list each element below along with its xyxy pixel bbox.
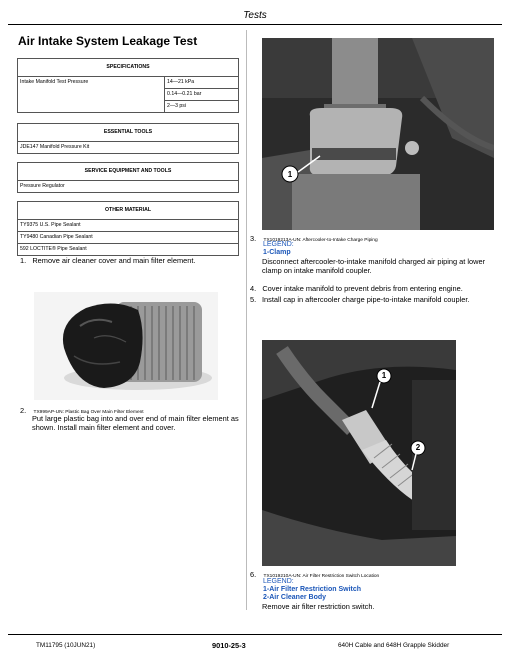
service-equipment-table (17, 162, 239, 193)
footer-machine-name: 640H Cable and 648H Grapple Skidder (338, 642, 450, 649)
step-number: 2. (20, 406, 27, 415)
spec-value: 14—21 kPa (165, 77, 239, 89)
step-4 (250, 284, 496, 293)
footer-rule (8, 634, 502, 635)
service-equipment-item: Pressure Regulator (18, 181, 239, 193)
step-number: 6. (250, 570, 257, 579)
spec-tables (17, 58, 239, 256)
specifications-table (17, 58, 239, 113)
spec-value: 0.14—0.21 bar (165, 89, 239, 101)
step-2-text: Put large plastic bag into and over end of main filter element as shown. Install main filter element and cover. (32, 414, 239, 432)
service-equipment-heading: SERVICE EQUIPMENT AND TOOLS (18, 163, 239, 181)
other-material-item: TY9375 U.S. Pipe Sealant (18, 220, 239, 232)
spec-label: Intake Manifold Test Pressure (18, 77, 165, 113)
step-number: 1. (20, 256, 27, 265)
specifications-heading: SPECIFICATIONS (18, 59, 239, 77)
section-title: Air Intake System Leakage Test (18, 34, 198, 48)
filter-bag-photo (34, 292, 218, 400)
legend-item: 1-Air Filter Restriction Switch (263, 586, 362, 593)
step-5-number: 5. (250, 295, 257, 304)
photo-caption: TX1019210A-UN: Air Filter Restriction Switch Location (263, 574, 380, 579)
running-header: Tests (243, 10, 267, 21)
header-rule (8, 24, 502, 25)
essential-tools-table (17, 123, 239, 154)
callout-2-body: 2 (415, 443, 421, 452)
restriction-switch-photo (262, 340, 456, 566)
photo-caption: TX1019213A-UN: Aftercooler-to-Intake Charge Piping (263, 238, 378, 243)
legend-item: 1-Clamp (263, 249, 291, 256)
legend-item: 2-Air Cleaner Body (263, 594, 327, 601)
charge-piping-photo (262, 38, 494, 230)
footer-page-number: 9010-25-3 (212, 641, 246, 650)
essential-tool-item: JDE147 Manifold Pressure Kit (18, 142, 239, 154)
other-material-item: 592 LOCTITE® Pipe Sealant (18, 244, 239, 256)
charge-piping-illustration (262, 38, 494, 230)
photo-caption: TX999AP-UN: Plastic Bag Over Main Filter Element (33, 410, 144, 415)
step-text: Cover intake manifold to prevent debris from entering engine. (262, 284, 463, 293)
other-material-table (17, 201, 239, 256)
step-1 (20, 256, 195, 265)
step-5-text: Install cap in aftercooler charge pipe-to-intake manifold coupler. (262, 295, 470, 304)
footer-doc-id: TM11795 (10JUN21) (36, 642, 96, 649)
essential-tools-heading: ESSENTIAL TOOLS (18, 124, 239, 142)
legend-title: LEGEND: (263, 578, 294, 585)
spec-value: 2—3 psi (165, 101, 239, 113)
callout-1-clamp: 1 (287, 170, 293, 179)
legend-title: LEGEND: (263, 241, 294, 248)
other-material-item: TY9480 Canadian Pipe Sealant (18, 232, 239, 244)
step-3-text: Disconnect aftercooler-to-intake manifold charged air piping at lower clamp on intake manifold coupler. (262, 257, 486, 275)
column-divider (246, 30, 247, 610)
step-number: 4. (250, 284, 257, 293)
step-text: Remove air cleaner cover and main filter element. (32, 256, 196, 265)
step-number: 3. (250, 234, 257, 243)
filter-bag-illustration (34, 292, 218, 400)
callout-1-switch: 1 (381, 371, 387, 380)
other-material-heading: OTHER MATERIAL (18, 202, 239, 220)
restriction-switch-illustration (262, 340, 456, 566)
step-6-text: Remove air filter restriction switch. (262, 602, 375, 611)
